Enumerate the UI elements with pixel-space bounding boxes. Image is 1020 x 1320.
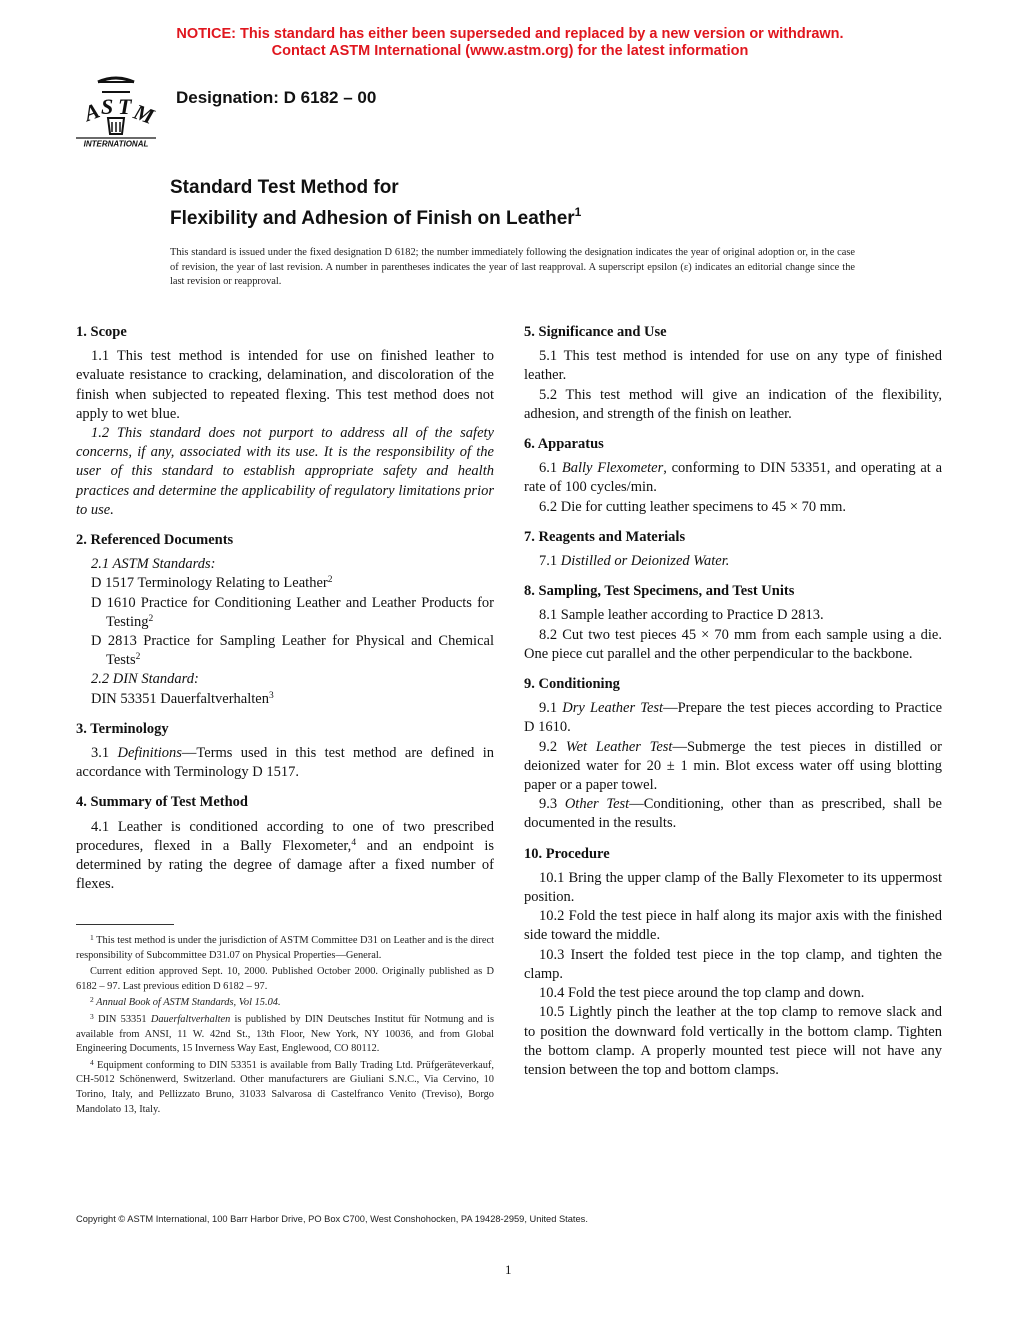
footnote: $^1$ This test method is under the jurisdiction of ASTM Committee D31 on Leather and is the direct responsibility of Subcommittee D31.07 on Physical Properties—General.: [76, 933, 494, 961]
paragraph: 9.3 Other Test—Conditioning, other than as prescribed, shall be documented in the results.: [524, 796, 942, 832]
title-line-2: Flexibility and Adhesion of Finish on Leather$^1$: [170, 205, 582, 229]
page-number: 1: [505, 1262, 512, 1277]
section-conditioning: [524, 675, 942, 834]
astm-logo: [68, 74, 164, 152]
section-heading: 5. Significance and Use: [524, 324, 667, 340]
issuance-statement: This standard is issued under the fixed designation D 6182; the number immediately following the designation indicates the year of original adoption or, in the case of revision, the year of last revision. A number in parentheses indicates the year of last reapproval. A superscript epsilon (ε) indicates an editorial change since the last revision or reapproval.: [170, 247, 855, 287]
footnotes: [76, 934, 494, 1119]
section-significance: [524, 323, 942, 424]
section-referenced-documents: [76, 531, 494, 709]
notice-line-2: Contact ASTM International (www.astm.org) for the latest information: [271, 43, 749, 59]
section-terminology: [76, 720, 494, 783]
paragraph: 1.2 This standard does not purport to address all of the safety concerns, if any, associated with its use. It is the responsibility of the user of this standard to establish appropriate safety and health practices and determine the applicability of regulatory limitations prior to use.: [76, 425, 494, 518]
paragraph: 10.3 Insert the folded test piece in the top clamp, and tighten the clamp.: [524, 946, 942, 982]
reference-item: D 1610 Practice for Conditioning Leather and Leather Products for Testing$^2$: [91, 594, 494, 630]
paragraph: 10.1 Bring the upper clamp of the Bally Flexometer to its uppermost position.: [524, 869, 942, 906]
footnote: $^3$ DIN 53351 Dauerfaltverhalten is published by DIN Deutsches Institut für Notmung and is available from ANSI, 11 W. 42nd St., 13th Floor, New York, NY 10036, and from Global Engineering Documents, 15 Inverness Way East, Englewood, CO 80112.: [76, 1011, 494, 1055]
svg-text:A: A: [80, 97, 103, 127]
notice-line-1: NOTICE: This standard has either been superseded and replaced by a new version or withdrawn.: [176, 26, 844, 42]
paragraph: 10.4 Fold the test piece around the top clamp and down.: [539, 985, 865, 1002]
svg-text:M: M: [130, 98, 158, 129]
section-heading: 9. Conditioning: [524, 676, 620, 693]
paragraph: 6.1 Bally Flexometer, conforming to DIN 53351, and operating at a rate of 100 cycles/min.: [524, 460, 943, 496]
section-heading: 7. Reagents and Materials: [524, 528, 686, 545]
footnote: Current edition approved Sept. 10, 2000. Published October 2000. Originally published as D 6182 – 97. Last previous edition D 6182 – 97.: [76, 966, 494, 992]
reference-item: D 2813 Practice for Sampling Leather for Physical and Chemical Tests$^2$: [91, 633, 494, 669]
paragraph: 3.1 Definitions—Terms used in this test method are defined in accordance with Terminology D 1517.: [76, 745, 494, 781]
reference-item: D 1517 Terminology Relating to Leather$^2$: [91, 575, 333, 592]
section-scope: [76, 323, 494, 520]
title-footnote-ref: 1: [574, 205, 582, 219]
footnote-divider: [76, 924, 174, 925]
section-heading: 8. Sampling, Test Specimens, and Test Units: [524, 583, 795, 600]
section-heading: 2. Referenced Documents: [76, 532, 234, 549]
section-procedure: [524, 845, 942, 1080]
logo-subtitle: INTERNATIONAL: [83, 139, 149, 149]
subsection-label: 2.2 DIN Standard:: [91, 671, 199, 688]
section-apparatus: [524, 435, 942, 517]
paragraph: 9.1 Dry Leather Test—Prepare the test pieces according to Practice D 1610.: [524, 700, 943, 736]
title-line-1: Standard Test Method for: [170, 177, 399, 198]
reference-item: DIN 53351 Dauerfaltverhalten$^3$: [91, 690, 274, 707]
section-sampling: [524, 582, 942, 664]
paragraph: 5.2 This test method will give an indication of the flexibility, adhesion, and strength of the finish on leather.: [524, 386, 942, 422]
section-heading: 4. Summary of Test Method: [76, 794, 248, 811]
svg-text:S: S: [101, 94, 114, 119]
paragraph: 8.1 Sample leather according to Practice D 2813.: [539, 607, 824, 624]
subsection-label: 2.1 ASTM Standards:: [91, 556, 216, 573]
paragraph: 10.5 Lightly pinch the leather at the top clamp to remove slack and to position the downward fold vertically in the bottom clamp. Tighten the bottom clamp. A properly mounted test piece will not have any tension between the top and bottom clamps.: [524, 1004, 942, 1078]
paragraph: 5.1 This test method is intended for use on any type of finished leather.: [524, 348, 942, 384]
paragraph: 7.1 Distilled or Deionized Water.: [539, 553, 730, 570]
footnote: $^4$ Equipment conforming to DIN 53351 is available from Bally Trading Ltd. Prüfgeräteverkauf, CH-5012 Schönenwerd, Switzerland. Other manufacturers are Giuliani S.N.C., Via Cervino, 10 Torino, Italy, and Pellizzato Bruno, 31033 Salvarosa di Castelfranco Venito (Treviso), Borgo Mandolato 13, Italy.: [76, 1057, 494, 1115]
paragraph: 10.2 Fold the test piece in half along its major axis with the finished side toward the middle.: [524, 908, 942, 944]
designation: Designation: D 6182 – 00: [176, 88, 377, 107]
withdrawal-notice: [0, 26, 1020, 60]
left-column: [76, 323, 494, 905]
section-heading: 3. Terminology: [76, 720, 169, 737]
paragraph: 8.2 Cut two test pieces 45 × 70 mm from each sample using a die. One piece cut parallel and the other perpendicular to the backbone.: [524, 626, 942, 662]
svg-text:T: T: [118, 94, 132, 119]
paragraph: 9.2 Wet Leather Test—Submerge the test pieces in distilled or deionized water for 20 ± 1 min. Blot excess water off using blotting paper or a paper towel.: [524, 738, 942, 794]
paragraph: 6.2 Die for cutting leather specimens to 45 × 70 mm.: [539, 498, 846, 515]
section-heading: 1. Scope: [76, 324, 127, 340]
section-summary: [76, 793, 494, 894]
section-reagents: [524, 528, 942, 571]
section-heading: 6. Apparatus: [524, 436, 604, 453]
paragraph: 4.1 Leather is conditioned according to one of two prescribed procedures, flexed in a Bally Flexometer,$^4$ and an endpoint is determined by rating the degree of damage after a fixed number of flexes.: [76, 818, 495, 893]
section-heading: 10. Procedure: [524, 845, 610, 862]
footnote: $^2$ Annual Book of ASTM Standards, Vol 15.04.: [90, 995, 281, 1009]
document-title: [170, 175, 581, 231]
right-column: [524, 323, 942, 1091]
copyright: Copyright © ASTM International, 100 Barr Harbor Drive, PO Box C700, West Conshohocken, PA 19428-2959, United States.: [76, 1214, 588, 1224]
paragraph: 1.1 This test method is intended for use on finished leather to evaluate resistance to cracking, delamination, and discoloration of the finish when subjected to repeated flexing. This test method does not apply to wet blue.: [76, 348, 494, 422]
